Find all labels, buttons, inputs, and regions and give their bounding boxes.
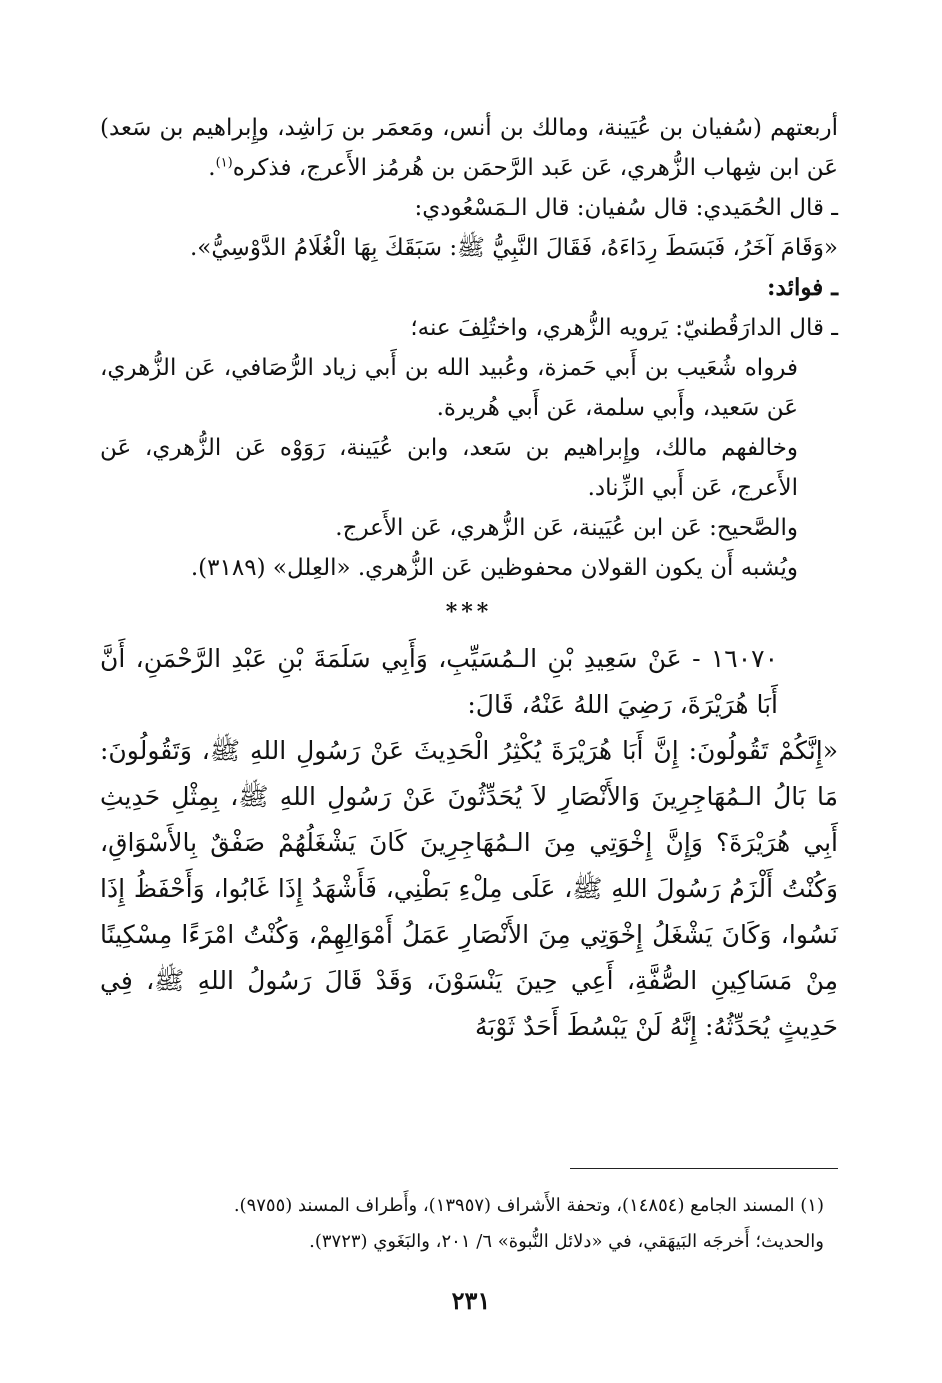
paragraph-daraqutni: ـ قال الدارَقُطنيّ: يَرويه الزُّهري، واختُلِفَ عنه؛	[410, 315, 838, 341]
paragraph-humaydi: ـ قال الحُمَيدي: قال سُفيان: قال الـمَسْعُودي:	[414, 195, 838, 221]
paragraph-quote: «وَقَامَ آخَرُ، فَبَسَطَ رِدَاءَهُ، فَقَالَ النَّبِيُّ ﷺ: سَبَقَكَ بِهَا الْغُلَامُ الدَّوْسِيُّ».	[190, 235, 838, 261]
paragraph-narrators	[100, 108, 838, 188]
paragraph-narrators-end: .	[208, 155, 216, 181]
hadith-intro	[100, 636, 838, 728]
paragraph-sahih: والصَّحيح: عَن ابن عُيَينة، عَن الزُّهري، عَن الأَعرج.	[335, 515, 798, 541]
footnote-separator	[570, 1168, 838, 1169]
paragraph-malik: وخالفهم مالك، وإِبراهيم بن سَعد، وابن عُيَينة، رَوَوْه عَن الزُّهري، عَن الأَعرج، عَن أَبي الزِّناد.	[100, 435, 798, 501]
paragraph-ilal: ويُشبه أَن يكون القولان محفوظين عَن الزُّهري. «العِلل» (٣١٨٩).	[190, 555, 798, 581]
hadith-intro-text: عَنْ سَعِيدِ بْنِ الـمُسَيِّبِ، وَأَبِي سَلَمَةَ بْنِ عَبْدِ الرَّحْمَنِ، أَنَّ أَبَا هُرَيْرَةَ، رَضِيَ اللهُ عَنْهُ، قَالَ:	[100, 644, 778, 719]
footnote-ref[interactable]: (١)	[215, 155, 233, 171]
hadith-text: «إِنَّكُمْ تَقُولُونَ: إِنَّ أَبَا هُرَيْرَةَ يُكْثِرُ الْحَدِيثَ عَنْ رَسُولِ اللهِ ﷺ، وَتَقُولُونَ: مَا بَالُ الـمُهَاجِرِينَ وَالأَنْصَارِ لاَ يُحَدِّثُونَ عَنْ رَسُولِ اللهِ ﷺ، بِمِثْلِ حَدِيثِ أَبِي هُرَيْرَةَ؟ وَإِنَّ إِخْوَتِي مِنَ الـمُهَاجِرِينَ كَانَ يَشْغَلُهُمْ صَفْقٌ بِالأَسْوَاقِ، وَكُنْتُ أَلْزَمُ رَسُولَ اللهِ ﷺ، عَلَى مِلْءِ بَطْنِي، فَأَشْهَدُ إِذَا غَابُوا، وَأَحْفَظُ إِذَا نَسُوا، وَكَانَ يَشْغَلُ إِخْوَتِي مِنَ الأَنْصَارِ عَمَلُ أَمْوَالِهِمْ، وَكُنْتُ امْرَءًا مِسْكِينًا مِنْ مَسَاكِينِ الصُّفَّةِ، أَعِي حِينَ يَنْسَوْنَ، وَقَدْ قَالَ رَسُولُ اللهِ ﷺ، فِي حَدِيثٍ يُحَدِّثُهُ: إِنَّهُ لَنْ يَبْسُطَ أَحَدٌ ثَوْبَهُ	[100, 736, 838, 1041]
document-body	[100, 108, 838, 1050]
paragraph-shuayb: فرواه شُعَيب بن أَبي حَمزة، وعُبيد الله بن أَبي زياد الرُّصَافي، عَن الزُّهري، عَن سَعيد، وأَبي سلمة، عَن أَبي هُريرة.	[100, 355, 798, 421]
section-divider-stars: ***	[445, 599, 493, 625]
footnotes	[100, 1188, 838, 1260]
paragraph-narrators-text: أربعتهم (سُفيان بن عُيَينة، ومالك بن أنس، ومَعمَر بن رَاشِد، وإِبراهيم بن سَعد) عَن ابن شِهاب الزُّهري، عَن عَبد الرَّحمَن بن هُرمُز الأَعرج، فذكره	[100, 115, 838, 181]
footnote-2: والحديث؛ أَخرجَه البَيهَقي، في «دلائل النُّبوة» ٦/ ٢٠١، والبَغَوي (٣٧٢٣).	[309, 1231, 824, 1252]
page-number: ٢٣١	[451, 1286, 491, 1315]
footnote-1: (١) المسند الجامع (١٤٨٥٤)، وتحفة الأَشراف (١٣٩٥٧)، وأَطراف المسند (٩٧٥٥).	[233, 1195, 824, 1216]
hadith-number: ١٦٠٧٠ -	[692, 644, 778, 673]
heading-benefits: ـ فوائد:	[767, 274, 838, 301]
